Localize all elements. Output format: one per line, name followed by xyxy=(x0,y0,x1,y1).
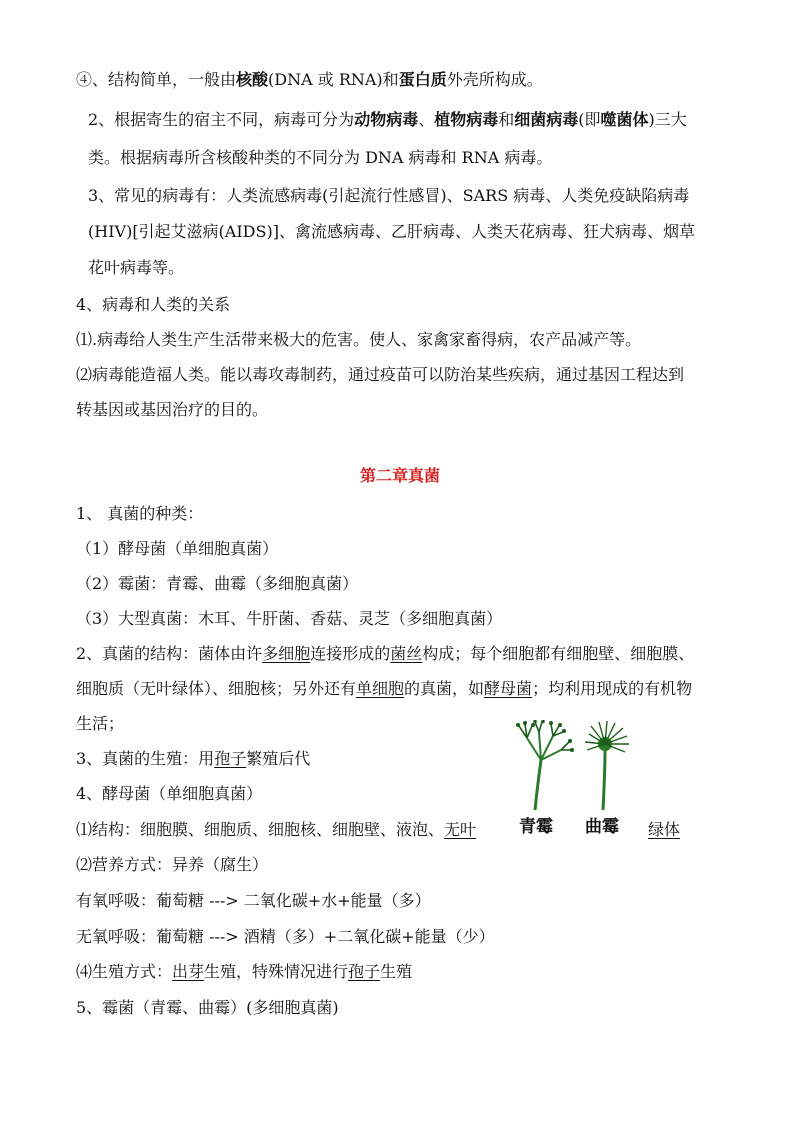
underlined-term: 酵母菌 xyxy=(484,679,533,698)
virus-human-heading: 4、病毒和人类的关系 xyxy=(76,295,231,314)
yeast-reproduction: ⑷生殖方式：出芽生殖，特殊情况进行孢子生殖 xyxy=(76,962,413,981)
fungi-structure-2: 细胞质（无叶绿体）、细胞核；另外还有单细胞的真菌，如酵母菌；均利用现成的有机物 xyxy=(76,679,693,698)
bold-term: 蛋白质 xyxy=(398,70,447,89)
mold-heading: 5、霉菌（青霉、曲霉）(多细胞真菌) xyxy=(76,998,339,1017)
yeast-nutrition: ⑵营养方式：异养（腐生） xyxy=(76,855,269,874)
penicillium-drawing xyxy=(516,720,574,810)
aspergillus-drawing xyxy=(585,721,629,810)
aerobic-respiration: 有氧呼吸：葡萄糖 ---> 二氧化碳+水+能量（多） xyxy=(76,891,431,910)
underlined-term: 孢子 xyxy=(348,962,381,981)
penicillium-label: 青霉 xyxy=(519,817,553,837)
underlined-term: 无叶 xyxy=(444,820,477,839)
yeast-structure: ⑴结构：细胞膜、细胞质、细胞核、细胞壁、液泡、无叶 xyxy=(76,820,477,839)
mold-drawing xyxy=(505,720,645,810)
virus-classification: 2、根据寄生的宿主不同，病毒可分为动物病毒、植物病毒和细菌病毒(即噬菌体)三大 xyxy=(88,110,687,129)
mold-illustration xyxy=(505,720,735,848)
virus-harm: ⑴.病毒给人类生产生活带来极大的危害。使人、家禽家畜得病，农产品减产等。 xyxy=(76,330,642,349)
underlined-term: 出芽 xyxy=(172,962,205,981)
fungi-reproduction: 3、真菌的生殖：用孢子繁殖后代 xyxy=(76,749,311,768)
virus-classification-cont: 类。根据病毒所含核酸种类的不同分为 DNA 病毒和 RNA 病毒。 xyxy=(88,148,553,167)
fungi-type-mold: （2）霉菌：青霉、曲霉（多细胞真菌） xyxy=(76,574,359,593)
virus-point-4: ④、结构简单，一般由核酸(DNA 或 RNA)和蛋白质外壳所构成。 xyxy=(76,70,543,89)
fungi-types-heading: 1、 真菌的种类： xyxy=(76,504,204,523)
bold-term: 植物病毒 xyxy=(434,110,499,129)
common-viruses-2: (HIV)[引起艾滋病(AIDS)]、禽流感病毒、乙肝病毒、人类天花病毒、狂犬病毒、烟草 xyxy=(88,222,695,241)
common-viruses-1: 3、常见的病毒有：人类流感病毒(引起流行性感冒)、SARS 病毒、人类免疫缺陷病毒 xyxy=(88,186,690,205)
underlined-term: 绿体 xyxy=(648,820,681,839)
underlined-term: 孢子 xyxy=(214,749,247,768)
fungi-structure-3: 生活； xyxy=(76,714,125,733)
bold-term: 核酸 xyxy=(236,70,269,89)
fungi-type-yeast: （1）酵母菌（单细胞真菌） xyxy=(76,539,279,558)
underlined-term: 多细胞 xyxy=(262,644,311,663)
fungi-structure-1: 2、真菌的结构：菌体由许多细胞连接形成的菌丝构成；每个细胞都有细胞壁、细胞膜、 xyxy=(76,644,695,663)
common-viruses-3: 花叶病毒等。 xyxy=(88,258,185,277)
bold-term: 动物病毒 xyxy=(354,110,419,129)
bold-term: 细菌病毒 xyxy=(514,110,579,129)
virus-benefit-2: 转基因或基因治疗的目的。 xyxy=(76,400,269,419)
fungi-type-large: （3）大型真菌：木耳、牛肝菌、香菇、灵芝（多细胞真菌） xyxy=(76,609,503,628)
aspergillus-label: 曲霉 xyxy=(585,817,619,837)
anaerobic-respiration: 无氧呼吸：葡萄糖 ---> 酒精（多）+二氧化碳+能量（少） xyxy=(76,927,495,946)
underlined-term: 菌丝 xyxy=(390,644,423,663)
virus-benefit-1: ⑵病毒能造福人类。能以毒攻毒制药，通过疫苗可以防治某些疾病，通过基因工程达到 xyxy=(76,365,685,384)
bold-term: 噬菌体 xyxy=(600,110,649,129)
underlined-term: 单细胞 xyxy=(356,679,405,698)
chapter-title: 第二章真菌 xyxy=(360,466,441,485)
yeast-heading: 4、酵母菌（单细胞真菌） xyxy=(76,784,263,803)
